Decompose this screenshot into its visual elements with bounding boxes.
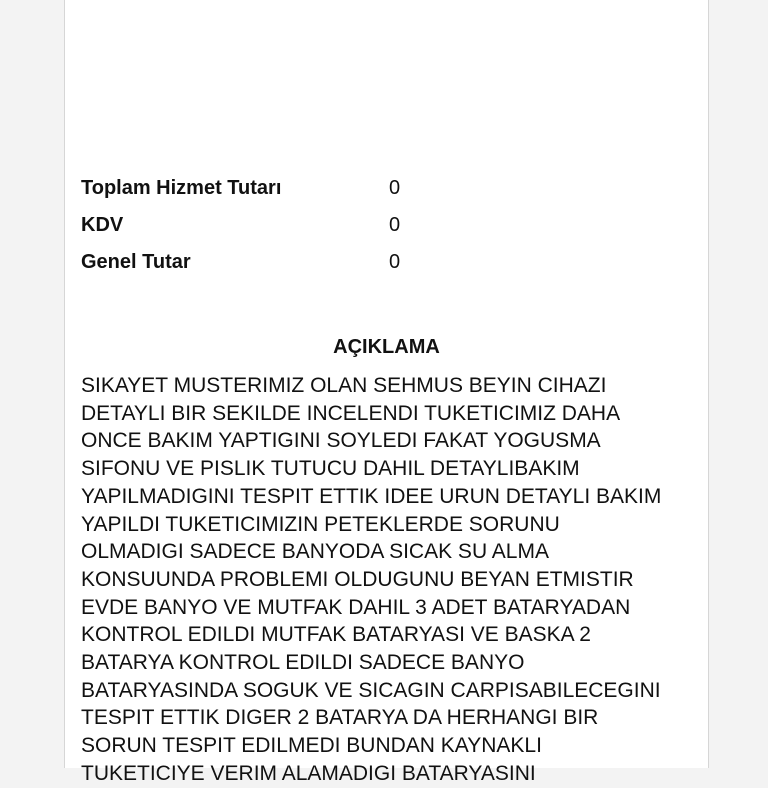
total-service-value: 0 — [389, 177, 401, 199]
grand-total-label: Genel Tutar — [81, 251, 191, 273]
grand-total-value: 0 — [389, 251, 401, 273]
totals-table — [81, 170, 400, 281]
total-service-row — [81, 170, 400, 207]
description-text: SIKAYET MUSTERIMIZ OLAN SEHMUS BEYIN CIHAZI DETAYLI BIR SEKILDE INCELENDI TUKETICIMIZ DAHA ONCE BAKIM YAPTIGINI SOYLEDI FAKAT YOGUSMA SIFONU VE PISLIK TUTUCU DAHIL DETAYLIBAKIM YAPILMADIGINI TESPIT ETTIK IDEE URUN DETAYLI BAKIM YAPILDI TUKETICIMIZIN PETEKLERDE SORUNU OLMADIGI SADECE BANYODA SICAK SU ALMA KONSUUNDA PROBLEMI OLDUGUNU BEYAN ETMISTIR EVDE BANYO VE MUTFAK DAHIL 3 ADET BATARYADAN KONTROL EDILDI MUTFAK BATARYASI VE BASKA 2 BATARYA KONTROL EDILDI SADECE BANYO BATARYASINDA SOGUK VE SICAGIN CARPISABILECEGINI TESPIT ETTIK DIGER 2 BATARYA DA HERHANGI BIR SORUN TESPIT EDILMEDI BUNDAN KAYNAKLI TUKETICIYE VERIM ALAMADIGI BATARYASINI — [81, 374, 662, 785]
grand-total-row — [81, 244, 400, 281]
vat-row — [81, 207, 400, 244]
total-service-label: Toplam Hizmet Tutarı — [81, 177, 282, 199]
vat-value: 0 — [389, 214, 401, 236]
vat-label: KDV — [81, 214, 124, 236]
document-page — [64, 0, 709, 785]
description-heading: AÇIKLAMA — [333, 336, 440, 358]
